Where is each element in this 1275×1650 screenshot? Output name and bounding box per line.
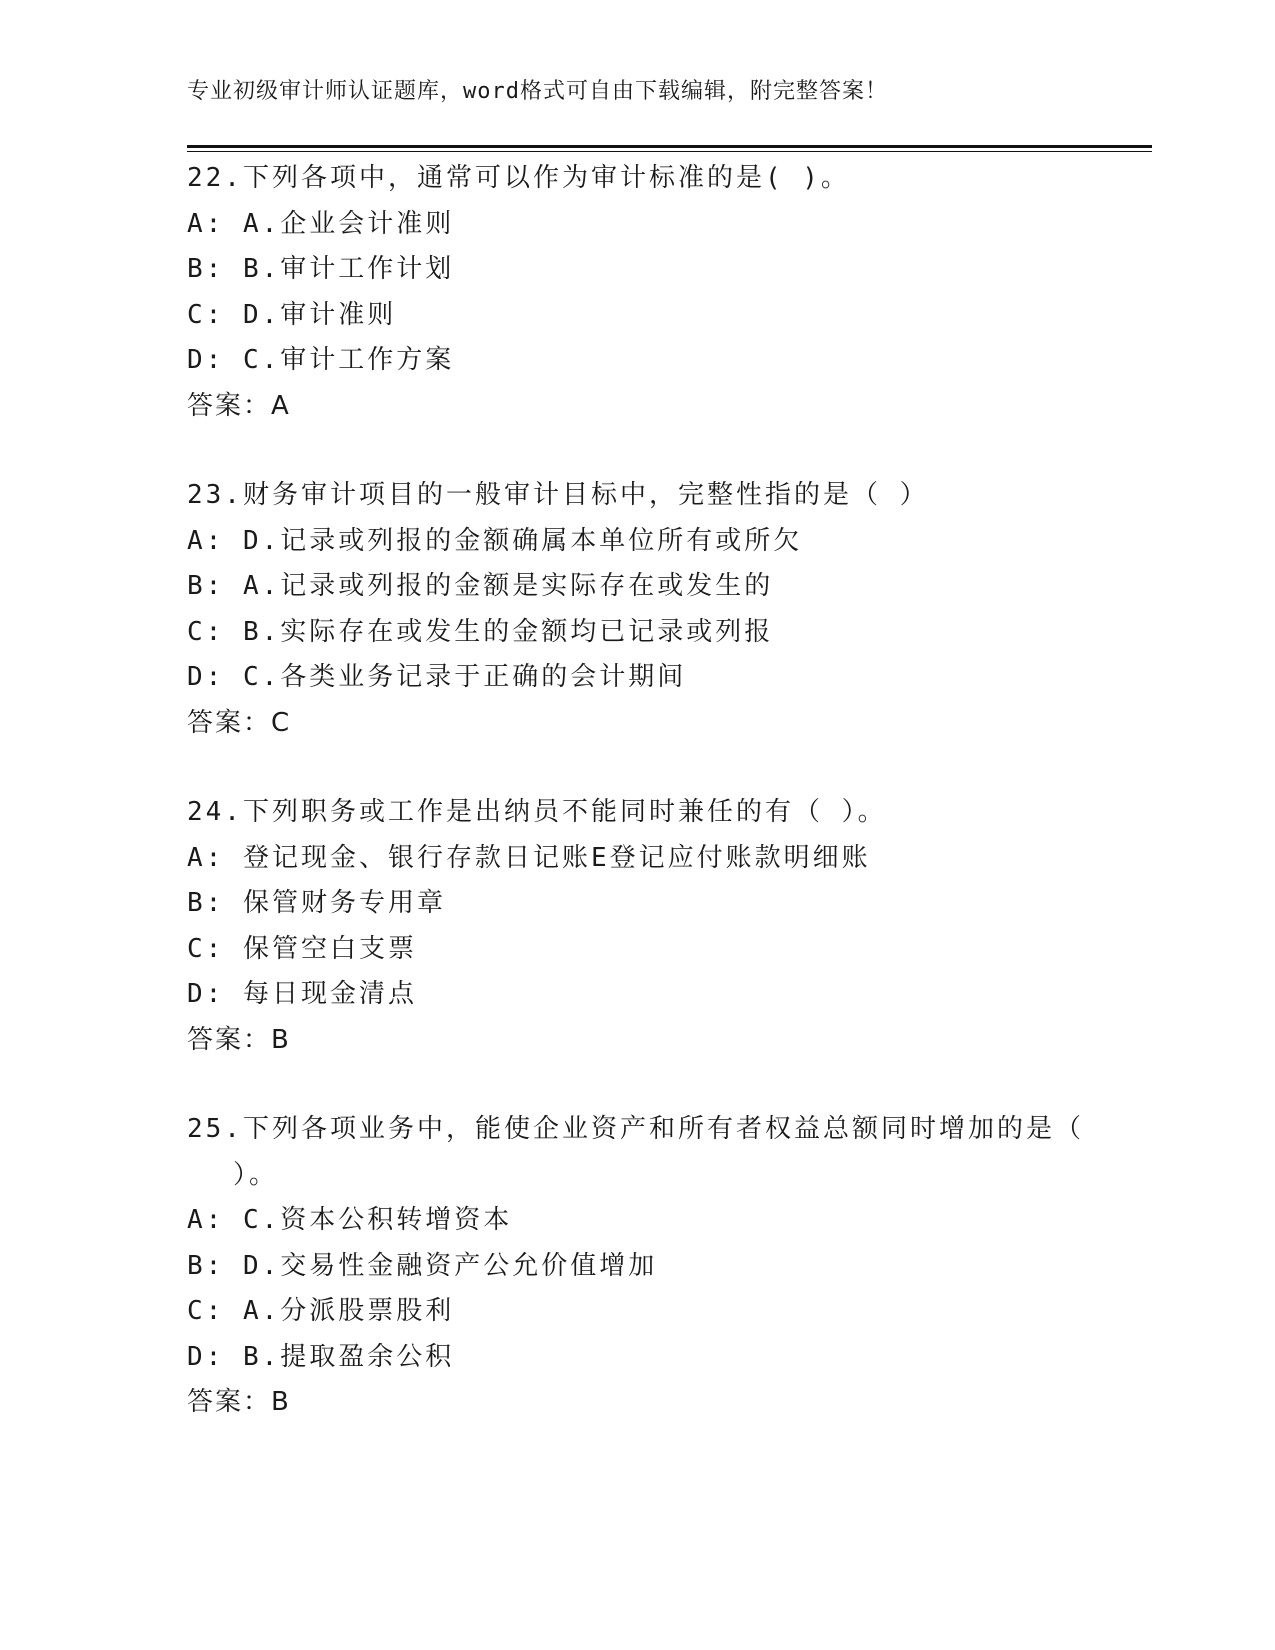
option-b: B: 保管财务专用章 [187,888,446,918]
document-header: 专业初级审计师认证题库，word格式可自由下载编辑，附完整答案！ [187,79,888,104]
question-24 [187,790,1107,1063]
option-a: A: 登记现金、银行存款日记账E登记应付账款明细账 [187,842,871,873]
option-c: C: A.分派股票股利 [187,1296,455,1326]
question-stem: 23.财务审计项目的一般审计目标中，完整性指的是（ ） [187,480,929,510]
question-22 [187,156,1107,429]
answer-label: 答案：B [187,1024,291,1055]
answer-label: 答案：B [187,1387,291,1417]
question-23 [187,473,1107,746]
option-b: B: B.审计工作计划 [187,254,455,284]
option-b: B: D.交易性金融资产公允价值增加 [187,1250,658,1281]
question-stem: 24.下列职务或工作是出纳员不能同时兼任的有（ ）。 [187,797,887,827]
option-c: C: B.实际存在或发生的金额均已记录或列报 [187,616,774,647]
option-a: A: A.企业会计准则 [187,208,455,239]
option-d: D: C.各类业务记录于正确的会计期间 [187,662,687,692]
option-a: A: D.记录或列报的金额确属本单位所有或所欠 [187,525,803,556]
option-b: B: A.记录或列报的金额是实际存在或发生的 [187,571,774,601]
question-stem: 25.下列各项业务中，能使企业资产和所有者权益总额同时增加的是（ [187,1114,1084,1144]
question-25 [187,1107,1107,1426]
question-stem-continuation: ）。 [233,1159,279,1190]
header-rule-thin [187,151,1152,152]
answer-label: 答案：C [187,707,292,738]
question-stem: 22.下列各项中，通常可以作为审计标准的是( )。 [187,163,850,193]
option-d: D: B.提取盈余公积 [187,1341,455,1372]
option-d: D: C.审计工作方案 [187,345,455,375]
option-c: C: 保管空白支票 [187,933,417,964]
option-c: C: D.审计准则 [187,299,397,330]
header-rule-thick [187,145,1152,148]
question-list [187,156,1107,1470]
option-d: D: 每日现金清点 [187,979,417,1009]
answer-label: 答案：A [187,390,291,421]
option-a: A: C.资本公积转增资本 [187,1205,513,1235]
